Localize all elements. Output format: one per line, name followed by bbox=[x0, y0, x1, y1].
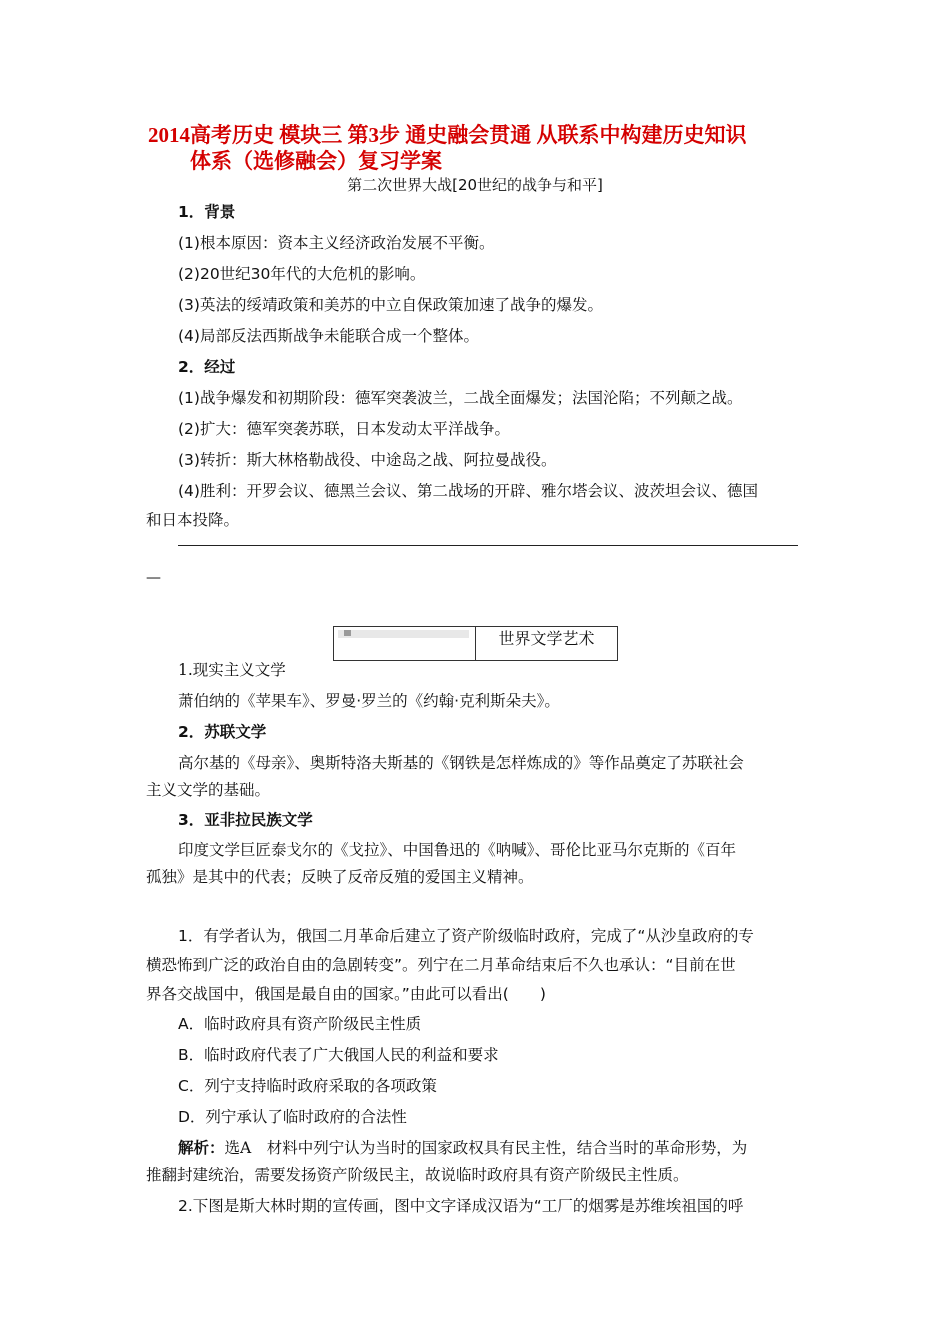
question-1-line-3: 界各交战国中，俄国是最自由的国家。”由此可以看出( ) bbox=[146, 985, 546, 1003]
title-line-1: 2014高考历史 模块三 第3步 通史融会贯通 从联系中构建历史知识 bbox=[148, 123, 747, 147]
background-item-2: (2)20世纪30年代的大危机的影响。 bbox=[178, 265, 426, 283]
document-subtitle: 第二次世界大战[20世纪的战争与和平] bbox=[347, 176, 603, 194]
literature-text-1: 萧伯纳的《苹果车》、罗曼·罗兰的《约翰·克利斯朵夫》。 bbox=[178, 692, 560, 710]
divider-dash: — bbox=[146, 568, 161, 586]
image-icon bbox=[344, 630, 351, 636]
literature-text-3-line-1: 印度文学巨匠泰戈尔的《戈拉》、中国鲁迅的《呐喊》、哥伦比亚马尔克斯的《百年 bbox=[178, 841, 737, 859]
section-heading-course: 2．经过 bbox=[178, 358, 236, 376]
title-line-2: 体系（选修融会）复习学案 bbox=[190, 149, 442, 173]
question-1-answer-line-1 bbox=[178, 1137, 747, 1159]
course-item-2: (2)扩大：德军突袭苏联，日本发动太平洋战争。 bbox=[178, 420, 510, 438]
course-item-4: (4)胜利：开罗会议、德黑兰会议、第二战场的开辟、雅尔塔会议、波茨坦会议、德国 bbox=[178, 482, 758, 500]
document-title bbox=[148, 122, 828, 174]
question-1-line-1: 1．有学者认为，俄国二月革命后建立了资产阶级临时政府，完成了“从沙皇政府的专 bbox=[178, 927, 754, 945]
literature-heading-1: 1.现实主义文学 bbox=[178, 661, 286, 679]
literature-heading-3: 3．亚非拉民族文学 bbox=[178, 811, 313, 829]
question-1-option-d: D．列宁承认了临时政府的合法性 bbox=[178, 1108, 407, 1126]
section-heading-background: 1．背景 bbox=[178, 203, 236, 221]
question-1-answer-line-2: 推翻封建统治，需要发扬资产阶级民主，故说临时政府具有资产阶级民主性质。 bbox=[146, 1166, 689, 1184]
course-item-3: (3)转折：斯大林格勒战役、中途岛之战、阿拉曼战役。 bbox=[178, 451, 557, 469]
literature-text-3-line-2: 孤独》是其中的代表；反映了反帝反殖的爱国主义精神。 bbox=[146, 868, 534, 886]
divider-line bbox=[178, 545, 798, 546]
question-1-option-a: A．临时政府具有资产阶级民主性质 bbox=[178, 1015, 422, 1033]
literature-heading-2: 2．苏联文学 bbox=[178, 723, 267, 741]
banner-image-placeholder bbox=[334, 627, 476, 660]
question-1-line-2: 横恐怖到广泛的政治自由的急剧转变”。列宁在二月革命结束后不久也承认：“目前在世 bbox=[146, 956, 736, 974]
answer-text: 选A 材料中列宁认为当时的国家政权具有民主性，结合当时的革命形势，为 bbox=[224, 1139, 748, 1157]
question-1-option-c: C．列宁支持临时政府采取的各项政策 bbox=[178, 1077, 437, 1095]
literature-text-2-line-2: 主义文学的基础。 bbox=[146, 781, 271, 799]
background-item-4: (4)局部反法西斯战争未能联合成一个整体。 bbox=[178, 327, 479, 345]
answer-label: 解析： bbox=[178, 1139, 225, 1157]
section-banner bbox=[333, 626, 618, 661]
banner-label: 世界文学艺术 bbox=[498, 629, 595, 648]
question-1-option-b: B．临时政府代表了广大俄国人民的利益和要求 bbox=[178, 1046, 499, 1064]
question-2-line-1: 2.下图是斯大林时期的宣传画，图中文字译成汉语为“工厂的烟雾是苏维埃祖国的呼 bbox=[178, 1197, 744, 1215]
literature-text-2-line-1: 高尔基的《母亲》、奥斯特洛夫斯基的《钢铁是怎样炼成的》等作品奠定了苏联社会 bbox=[178, 754, 744, 772]
background-item-3: (3)英法的绥靖政策和美苏的中立自保政策加速了战争的爆发。 bbox=[178, 296, 603, 314]
course-item-4-cont: 和日本投降。 bbox=[146, 511, 240, 529]
banner-strip bbox=[338, 630, 469, 638]
background-item-1: (1)根本原因：资本主义经济政治发展不平衡。 bbox=[178, 234, 495, 252]
course-item-1: (1)战争爆发和初期阶段：德军突袭波兰，二战全面爆发；法国沦陷；不列颠之战。 bbox=[178, 389, 743, 407]
